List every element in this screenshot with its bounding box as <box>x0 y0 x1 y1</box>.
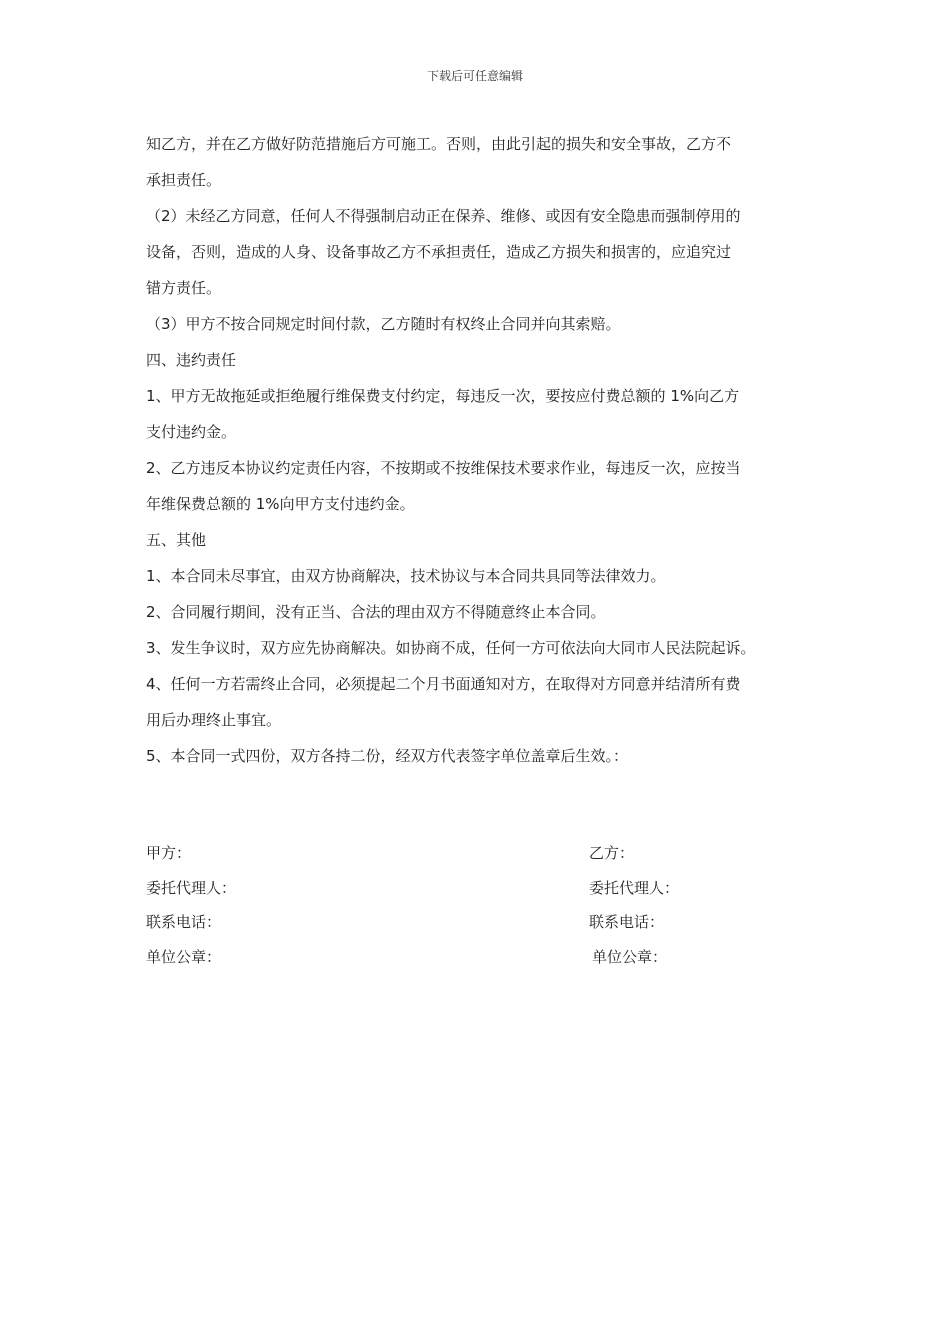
party-a-label: 甲方： <box>146 844 192 862</box>
body-line: 知乙方，并在乙方做好防范措施后方可施工。否则，由此引起的损失和安全事故，乙方不 <box>146 135 732 153</box>
body-line: 年维保费总额的 1%向甲方支付违约金。 <box>146 495 415 513</box>
signature-block <box>146 836 826 976</box>
section-heading-breach: 四、违约责任 <box>146 351 237 369</box>
body-line: 3、发生争议时，双方应先协商解决。如协商不成，任何一方可依法向大同市人民法院起诉。 <box>146 639 756 657</box>
body-line: 5、本合同一式四份，双方各持二份，经双方代表签字单位盖章后生效。： <box>146 747 629 765</box>
party-a-phone-label: 联系电话： <box>146 913 222 931</box>
body-line: 1、本合同未尽事宜，由双方协商解决，技术协议与本合同共具同等法律效力。 <box>146 567 666 585</box>
section-heading-other: 五、其他 <box>146 531 207 549</box>
page-header: 下载后可任意编辑 <box>426 69 523 83</box>
body-line: （2）未经乙方同意，任何人不得强制启动正在保养、维修、或因有安全隐患而强制停用的 <box>146 207 741 225</box>
party-a-seal-label: 单位公章： <box>146 947 222 966</box>
body-line: 2、乙方违反本协议约定责任内容，不按期或不按维保技术要求作业，每违反一次，应按当 <box>146 459 741 477</box>
body-line: 承担责任。 <box>146 171 222 189</box>
body-line: 2、合同履行期间，没有正当、合法的理由双方不得随意终止本合同。 <box>146 603 606 621</box>
party-b-signature <box>589 836 679 974</box>
body-line: 4、任何一方若需终止合同，必须提起二个月书面通知对方，在取得对方同意并结清所有费 <box>146 675 741 693</box>
body-line: 1、甲方无故拖延或拒绝履行维保费支付约定，每违反一次，要按应付费总额的 1%向乙方 <box>146 387 740 405</box>
body-line: 设备，否则，造成的人身、设备事故乙方不承担责任，造成乙方损失和损害的，应追究过 <box>146 243 732 261</box>
party-b-phone-label: 联系电话： <box>589 913 665 931</box>
party-a-agent-label: 委托代理人： <box>146 878 237 897</box>
contract-body <box>146 126 826 774</box>
party-b-agent-label: 委托代理人： <box>589 878 680 897</box>
body-line: （3）甲方不按合同规定时间付款，乙方随时有权终止合同并向其索赔。 <box>146 315 621 333</box>
body-line: 用后办理终止事宜。 <box>146 711 282 729</box>
party-b-label: 乙方： <box>589 844 635 862</box>
party-a-signature <box>146 836 236 974</box>
body-line: 支付违约金。 <box>146 423 237 441</box>
body-line: 错方责任。 <box>146 279 222 297</box>
party-b-seal-label: 单位公章： <box>592 947 668 966</box>
